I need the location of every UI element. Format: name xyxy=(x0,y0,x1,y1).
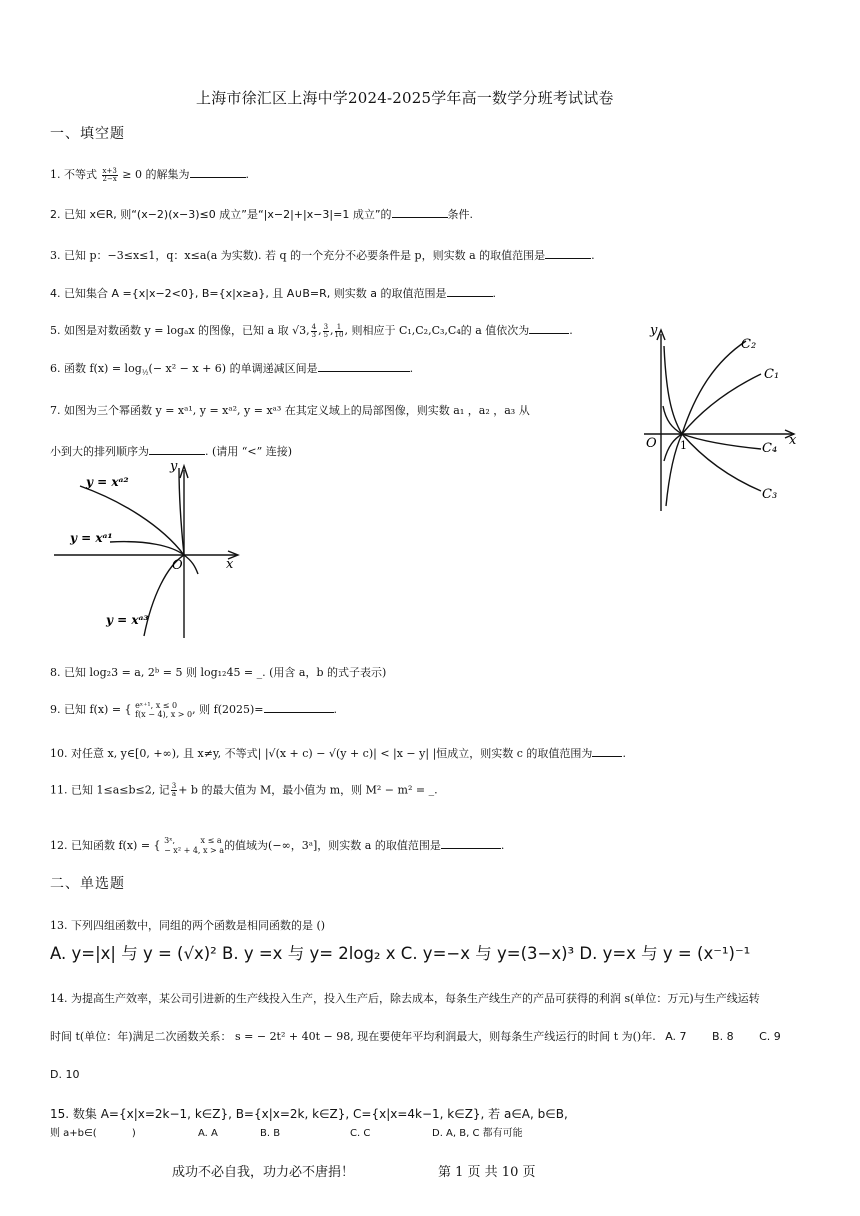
curve-xa2-right xyxy=(179,468,184,555)
page-title: 上海市徐汇区上海中学2024-2025学年高一数学分班考试试卷 xyxy=(196,89,614,107)
section-heading-single: 二、单选题 xyxy=(50,876,125,892)
question-14-line2: 时间 t(单位：年)满足二次函数关系： s = − 2t² + 40t − 98, 现在要使年平均利润最大，则每条生产线运行的时间 t 为()年. A. 7 B. 8 C. 9 xyxy=(50,1030,781,1043)
question-2: 2. 已知 x∈R, 则“(x−2)(x−3)≤0 成立”是“|x−2|+|x−3|=1 成立”的 条件. xyxy=(50,208,474,221)
question-1: 1. 不等式 $\frac{x+3}{2-x}$ ≥ 0 的解集为 . xyxy=(50,166,249,183)
question-11: 11. 已知 1≤a≤b≤2, 记 $\frac{3}{a}$ + b 的最大值为 M，最小值为 m，则 M² − m² = _. xyxy=(50,782,438,798)
question-4: 4. 已知集合 A ={x|x−2<0}, B={x|x≥a}, 且 A∪B=R, 则实数 a 的取值范围是 . xyxy=(50,287,497,300)
question-7-line1: 7. 如图为三个幂函数 y = xᵃ¹, y = xᵃ², y = xᵃ³ 在其定义域上的局部图像，则实数 a₁ ，a₂ ，a₃ 从 xyxy=(50,404,530,417)
curve-xa1 xyxy=(110,542,184,555)
axis-label-x: x xyxy=(789,433,797,448)
answer-blank xyxy=(545,247,591,259)
q14-option-d: D. 10 xyxy=(50,1068,80,1081)
label-y-xa2: y = xᵃ² xyxy=(86,475,129,489)
axis-label-x: x xyxy=(226,557,234,572)
question-3: 3. 已知 p：−3≤x≤1，q：x≤a(a 为实数). 若 q 的一个充分不必要条件是 p，则实数 a 的取值范围是 . xyxy=(50,249,595,262)
axis-label-y: y xyxy=(650,323,658,338)
question-13: 13. 下列四组函数中，同组的两个函数是相同函数的是 () xyxy=(50,919,326,932)
curve-label-c4: C₄ xyxy=(762,441,778,456)
q14-option-b: B. 8 xyxy=(712,1030,734,1043)
q14-option-c: C. 9 xyxy=(759,1030,781,1043)
answer-blank xyxy=(392,206,448,218)
curve-c2 xyxy=(664,341,746,434)
answer-blank xyxy=(318,360,410,372)
footer-page-number: 第 1 页 共 10 页 xyxy=(438,1165,536,1180)
q1-text-post: ≥ 0 的解集为 xyxy=(122,168,190,181)
answer-blank xyxy=(441,837,501,849)
question-14-line1: 14. 为提高生产效率，某公司引进新的生产线投入生产，投入生产后，除去成本，每条生产线生产的产品可获得的利润 s(单位：万元)与生产线运转 xyxy=(50,992,760,1005)
q1-text: 1. 不等式 xyxy=(50,168,97,181)
q2-text: 2. 已知 x∈R, 则“(x−2)(x−3)≤0 成立”是“|x−2|+|x−3|=1 成立”的 xyxy=(50,208,392,221)
section-heading-fill: 一、填空题 xyxy=(50,126,125,142)
q5-text: 5. 如图是对数函数 y = logₐx 的图像，已知 a 取 √3, xyxy=(50,324,310,337)
tick-label-one: 1 xyxy=(680,439,687,452)
question-5: 5. 如图是对数函数 y = logₐx 的图像，已知 a 取 √3, $\frac{4}{3}$ , $\frac{3}{5}$ , $\frac{1}{10}$ , 则相应于 C₁,C₂,C₃,C₄的 a 值依次为 . xyxy=(50,322,573,339)
q14-option-a: A. 7 xyxy=(665,1030,687,1043)
origin-label: O xyxy=(172,558,183,573)
q1-fraction: $\frac{x+3}{2-x}$ xyxy=(102,166,117,183)
power-function-figure xyxy=(52,456,252,640)
axis-label-y: y xyxy=(170,459,178,474)
question-9: 9. 已知 f(x) = { eˣ⁺¹, x ≤ 0 f(x − 4), x > 0 , 则 f(2025)= . xyxy=(50,701,337,719)
curve-c4 xyxy=(664,434,761,461)
question-15-line1: 15. 数集 A={x|x=2k−1, k∈Z}, B={x|x=2k, k∈Z}, C={x|x=4k−1, k∈Z}, 若 a∈A, b∈B, xyxy=(50,1107,568,1121)
question-8: 8. 已知 log₂3 = a, 2ᵇ = 5 则 log₁₂45 = _. (用含 a，b 的式子表示) xyxy=(50,666,387,679)
answer-blank xyxy=(149,443,205,455)
answer-blank xyxy=(264,701,334,713)
q15-option-b: B. B xyxy=(260,1128,281,1139)
label-y-xa3: y = xᵃ³ xyxy=(106,613,149,627)
answer-blank xyxy=(592,745,622,757)
label-y-xa1: y = xᵃ¹ xyxy=(70,531,113,545)
curve-label-c1: C₁ xyxy=(764,367,780,382)
q15-option-d: D. A, B, C 都有可能 xyxy=(432,1128,523,1139)
q3-text: 3. 已知 p：−3≤x≤1，q：x≤a(a 为实数). 若 q 的一个充分不必要条件是 p，则实数 a 的取值范围是 xyxy=(50,249,546,262)
origin-label: O xyxy=(646,436,657,451)
log-function-figure xyxy=(636,316,806,516)
question-15-line2: 则 a+b∈( ) A. A B. B C. C D. A, B, C 都有可能 xyxy=(50,1128,523,1139)
answer-blank xyxy=(447,285,493,297)
answer-blank xyxy=(190,166,246,178)
q6-text: 6. 函数 f(x) = log xyxy=(50,362,142,375)
question-6: 6. 函数 $f(x) = \log_{\frac{1}{2}}(- x^2 - x + 6)$ 的单调递减区间是 . xyxy=(50,362,414,378)
curve-label-c3: C₃ xyxy=(762,487,778,502)
q15-option-c: C. C xyxy=(350,1128,371,1139)
footer-motto: 成功不必自我，功力必不唐捐！ xyxy=(172,1165,355,1180)
question-10: 10. 对任意 x, y∈[0, +∞), 且 x≠y, 不等式| |√(x + c) − √(y + c)| < |x − y| |恒成立，则实数 c 的取值范围为 . xyxy=(50,747,626,760)
question-13-options: A. y=|x| 与 y = (√x)² B. y =x 与 y= 2log₂ x C. y=−x 与 y=(3−x)³ D. y=x 与 y = (x⁻¹)⁻¹ xyxy=(50,944,751,963)
q15-option-a: A. A xyxy=(198,1128,218,1139)
question-12: 12. 已知函数 f(x) = { 3ˣ, x ≤ a − x² + 4, x > a 的值域为(−∞，3ᵃ]，则实数 a 的取值范围是 . xyxy=(50,836,505,855)
q4-text: 4. 已知集合 A ={x|x−2<0}, B={x|x≥a}, 且 A∪B=R, 则实数 a 的取值范围是 xyxy=(50,287,447,300)
answer-blank xyxy=(529,322,569,334)
curve-label-c2: C₂ xyxy=(741,337,757,352)
question-7-line2: 小到大的排列顺序为 . (请用 “<” 连接) xyxy=(50,445,293,458)
